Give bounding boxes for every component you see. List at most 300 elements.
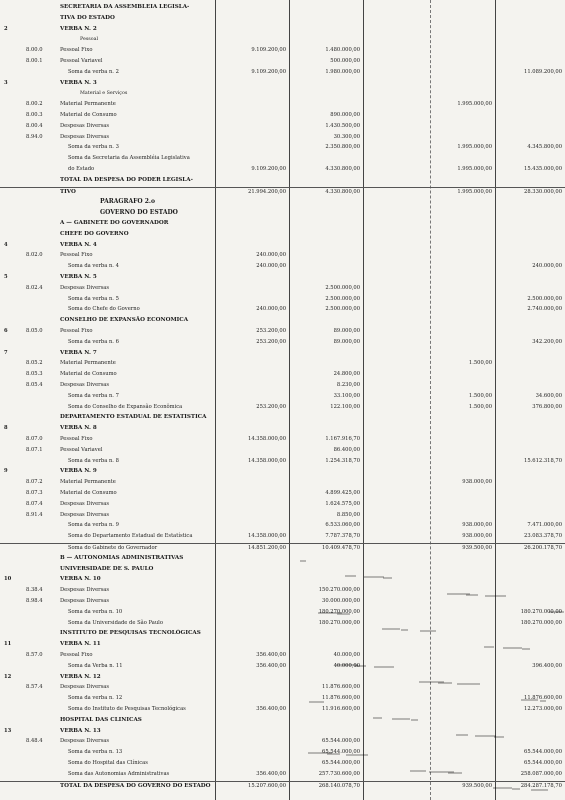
row-label: HOSPITAL DAS CLINICAS: [60, 716, 142, 723]
scan-speckle: [410, 770, 426, 772]
scan-speckle: [429, 771, 454, 773]
table-row: [0, 500, 565, 509]
scan-speckle: [540, 700, 546, 702]
amount-total: 258.087.000,00: [520, 770, 562, 777]
scan-speckle: [345, 575, 356, 577]
row-label: Soma da verba n. 10: [68, 608, 123, 615]
amount-col-2: 40.000,00: [333, 662, 360, 669]
row-label: Pessoal Fixo: [60, 436, 93, 442]
table-row: [0, 467, 565, 476]
row-label: Despesas Diversas: [60, 511, 110, 518]
row-label: Soma da verba n. 12: [68, 695, 123, 702]
amount-total: 11.089.200,00: [524, 68, 562, 75]
table-row: [0, 25, 565, 34]
row-label: VERBA N. 12: [60, 673, 101, 680]
amount-col-2: 89.000,00: [333, 338, 360, 345]
row-label: Despesas Diversas: [60, 738, 110, 745]
amount-col-1: 9.109.200,00: [251, 166, 286, 172]
table-row: [0, 197, 565, 206]
table-row: [0, 413, 565, 422]
table-row: [0, 230, 565, 239]
scan-speckle: [374, 666, 394, 668]
row-label: Soma da verba n. 4: [68, 263, 119, 270]
amount-col-2: 2.500.000,00: [325, 295, 360, 302]
row-label: INSTITUTO DE PESQUISAS TECNOLÓGICAS: [60, 630, 201, 637]
scan-speckle: [346, 754, 368, 756]
row-label: VERBA N. 2: [60, 25, 97, 32]
amount-col-4: 1.500,00: [468, 360, 492, 367]
row-label: VERBA N. 10: [60, 576, 101, 583]
table-row: [0, 165, 565, 174]
row-label: Soma da verba n. 9: [68, 522, 119, 529]
row-label: Soma da Verba n. 11: [68, 662, 123, 669]
row-label: TOTAL DA DESPESA DO GOVERNO DO ESTADO: [60, 782, 211, 789]
amount-col-1: 14.358.000,00: [248, 436, 286, 442]
table-row: [0, 619, 565, 628]
amount-col-1: 9.109.200,00: [251, 68, 286, 75]
scan-speckle: [373, 717, 382, 719]
amount-col-2: 33.100,00: [333, 392, 360, 399]
amount-col-1: 14.358.000,00: [248, 457, 286, 464]
amount-col-4: 939.500,00: [462, 782, 492, 789]
amount-col-1: 356.400,00: [256, 770, 286, 777]
table-row: [0, 575, 565, 584]
amount-col-4: 1.995.000,00: [457, 144, 492, 151]
row-label: Despesas Diversas: [60, 684, 110, 691]
table-row: [0, 532, 565, 541]
table-row: [0, 208, 565, 217]
row-label: UNIVERSIDADE DE S. PAULO: [60, 565, 154, 572]
amount-col-2: 40.000,00: [333, 652, 360, 658]
row-label: PARAGRAFO 2.o: [100, 198, 155, 206]
table-row: [0, 748, 565, 757]
amount-total: 65.544.000,00: [524, 749, 562, 756]
row-label: A — GABINETE DO GOVERNADOR: [60, 220, 169, 226]
amount-col-2: 180.270.000,00: [318, 619, 360, 626]
row-label: Pessoal Fixo: [60, 252, 93, 259]
table-row: [0, 3, 565, 12]
account-code: 8.07.4: [26, 500, 43, 507]
table-row: [0, 143, 565, 152]
table-row: [0, 133, 565, 142]
amount-col-4: 938.000,00: [462, 522, 492, 529]
table-row: [0, 327, 565, 336]
verba-number: 11: [4, 641, 12, 648]
amount-total: 342.200,00: [532, 338, 562, 345]
amount-col-2: 1.167.916,70: [325, 436, 360, 442]
scan-speckle: [475, 735, 496, 737]
table-row: [0, 284, 565, 293]
table-row: [0, 305, 565, 314]
account-code: 8.00.2: [26, 101, 43, 108]
table-row: [0, 521, 565, 530]
amount-col-2: 257.730.600,00: [318, 770, 360, 777]
amount-col-2: 24.800,00: [333, 371, 360, 378]
amount-col-4: 1.500,00: [468, 403, 492, 410]
row-label: Soma do Conselho de Expansão Econômica: [68, 403, 183, 410]
amount-col-1: 240.000,00: [256, 252, 286, 259]
table-row: [0, 597, 565, 606]
verba-number: 13: [4, 727, 12, 734]
row-label: VERBA N. 4: [60, 241, 97, 248]
table-row: [0, 359, 565, 368]
table-row: [0, 187, 565, 197]
table-row: [0, 111, 565, 120]
table-row: [0, 478, 565, 487]
table-row: [0, 100, 565, 109]
row-label: Soma da Universidade de São Paulo: [68, 619, 163, 626]
amount-col-1: 253.200,00: [256, 328, 286, 334]
table-row: [0, 241, 565, 250]
row-label: Soma da Secretaria da Assembléia Legislativa: [68, 155, 190, 162]
table-row: [0, 381, 565, 390]
table-row: [0, 705, 565, 714]
row-label: TIVO: [60, 188, 76, 195]
row-label: Soma da verba n. 8: [68, 457, 119, 464]
amount-col-4: 939.500,00: [462, 545, 492, 551]
scan-speckle: [336, 664, 358, 666]
amount-col-4: 1.995.000,00: [457, 166, 492, 172]
amount-col-2: 86.400,00: [333, 446, 360, 453]
amount-total: 28.330.000,00: [524, 188, 562, 195]
account-code: 8.00.3: [26, 112, 43, 118]
verba-number: 12: [4, 673, 12, 680]
row-label: VERBA N. 7: [60, 349, 97, 356]
row-label: Material Permanente: [60, 360, 116, 367]
amount-total: 240.000,00: [532, 263, 562, 270]
amount-total: 26.200.178,70: [524, 545, 562, 551]
amount-col-2: 11.876.600,00: [322, 684, 360, 691]
table-row: [0, 543, 565, 553]
table-row: [0, 176, 565, 185]
row-label: Material Permanente: [60, 101, 116, 108]
row-label: Soma da verba n. 5: [68, 295, 119, 302]
row-label: Soma das Autonomias Administrativas: [68, 770, 170, 777]
row-label: Soma da verba n. 13: [68, 749, 123, 756]
table-row: [0, 565, 565, 574]
account-code: 8.07.2: [26, 479, 43, 486]
verba-number: 8: [4, 425, 8, 432]
row-label: Pessoal Fixo: [60, 47, 93, 54]
account-code: 8.57.4: [26, 684, 43, 691]
amount-col-4: 938.000,00: [462, 479, 492, 486]
scan-speckle: [493, 787, 512, 789]
amount-col-2: 180.270.000,00: [318, 608, 360, 615]
account-code: 8.07.3: [26, 490, 43, 496]
amount-total: 15.435.000,00: [524, 166, 562, 172]
row-label: Soma do Gabinete do Governador: [68, 545, 158, 551]
table-row: [0, 68, 565, 77]
amount-col-1: 240.000,00: [256, 306, 286, 313]
table-row: [0, 511, 565, 520]
amount-total: 34.600,00: [535, 392, 562, 399]
amount-col-1: 240.000,00: [256, 263, 286, 270]
scan-speckle: [512, 788, 520, 790]
verba-number: 9: [4, 468, 8, 475]
amount-total: 284.287.178,70: [520, 782, 562, 789]
amount-col-2: 7.787.378,70: [325, 533, 360, 540]
amount-col-2: 30.300,00: [333, 133, 360, 140]
amount-col-2: 500.000,00: [330, 58, 360, 64]
amount-col-2: 65.544.000,00: [322, 749, 360, 756]
amount-col-2: 4.899.425,00: [325, 490, 360, 496]
row-label: Soma da verba n. 7: [68, 392, 119, 399]
account-code: 8.02.0: [26, 252, 43, 259]
account-code: 8.98.4: [26, 598, 43, 604]
scan-speckle: [521, 699, 538, 701]
scan-speckle: [457, 683, 480, 685]
table-row: [0, 35, 565, 44]
account-code: 8.07.0: [26, 436, 43, 442]
amount-col-4: 1.995.000,00: [457, 101, 492, 108]
amount-total: 7.471.000,00: [527, 522, 562, 529]
amount-col-2: 890.000,00: [330, 112, 360, 118]
table-row: [0, 662, 565, 671]
row-label: Soma da verba n. 3: [68, 144, 119, 151]
row-label: VERBA N. 8: [60, 425, 97, 432]
row-label: GOVERNO DO ESTADO: [100, 209, 178, 217]
table-row: [0, 122, 565, 131]
table-row: [0, 435, 565, 444]
row-label: VERBA N. 13: [60, 727, 101, 734]
row-label: Pessoal Variavel: [60, 58, 103, 64]
scan-speckle: [401, 629, 408, 631]
row-label: Soma do Hospital das Clínicas: [68, 760, 148, 766]
row-label: Material Permanente: [60, 479, 116, 486]
amount-col-1: 14.358.000,00: [248, 533, 286, 540]
amount-col-1: 21.994.200,00: [248, 188, 286, 195]
scan-speckle: [364, 576, 384, 578]
amount-total: 15.612.318,70: [524, 457, 562, 464]
table-row: [0, 251, 565, 260]
account-code: 8.57.0: [26, 652, 43, 658]
table-row: [0, 629, 565, 638]
amount-col-2: 65.544.000,00: [322, 738, 360, 745]
scan-speckle: [531, 789, 548, 791]
account-code: 8.38.4: [26, 587, 43, 594]
row-label: do Estado: [68, 166, 95, 172]
row-label: Despesas Diversas: [60, 500, 110, 507]
amount-col-2: 10.409.478,70: [322, 545, 360, 551]
account-code: 8.00.4: [26, 122, 43, 129]
row-label: Pessoal Variavel: [60, 446, 103, 453]
amount-col-1: 14.851.200,00: [248, 545, 286, 551]
account-code: 8.00.1: [26, 58, 43, 64]
verba-number: 2: [4, 25, 8, 32]
amount-col-2: 122.100,00: [330, 403, 360, 410]
scan-speckle: [549, 611, 564, 613]
row-label: Despesas Diversas: [60, 133, 110, 140]
table-row: [0, 392, 565, 401]
scan-speckle: [420, 630, 436, 632]
table-row: [0, 79, 565, 88]
amount-col-2: 150.270.000,00: [318, 587, 360, 594]
table-row: [0, 781, 565, 791]
scan-speckle: [382, 628, 400, 630]
verba-number: 3: [4, 79, 8, 86]
verba-number: 10: [4, 576, 12, 583]
table-row: [0, 673, 565, 682]
row-label: Despesas Diversas: [60, 284, 110, 291]
table-row: [0, 219, 565, 228]
table-row: [0, 338, 565, 347]
table-row: [0, 403, 565, 412]
table-row: [0, 737, 565, 746]
amount-col-4: 1.500,00: [468, 392, 492, 399]
table-row: [0, 349, 565, 358]
scan-speckle: [503, 647, 522, 649]
account-code: 8.05.0: [26, 328, 43, 334]
verba-number: 6: [4, 328, 8, 334]
amount-col-2: 1.980.000,00: [325, 68, 360, 75]
row-label: Despesas Diversas: [60, 382, 110, 388]
row-label: Material e Serviços: [80, 91, 128, 97]
scan-speckle: [485, 595, 506, 597]
table-row: [0, 295, 565, 304]
row-label: TOTAL DA DESPESA DO PODER LEGISLA-: [60, 176, 193, 183]
scan-speckle: [300, 560, 306, 562]
account-code: 8.94.0: [26, 133, 43, 140]
amount-col-2: 65.544.000,00: [322, 760, 360, 766]
row-label: Pessoal: [80, 37, 99, 43]
table-row: [0, 316, 565, 325]
row-label: Material de Consumo: [60, 371, 117, 378]
amount-col-2: 1.430.500,00: [325, 122, 360, 129]
amount-col-2: 8.230,00: [336, 382, 360, 388]
row-label: Pessoal Fixo: [60, 652, 93, 658]
amount-col-2: 4.330.800,00: [325, 166, 360, 172]
scan-speckle: [411, 719, 418, 721]
amount-col-2: 2.350.800,00: [325, 144, 360, 151]
table-row: [0, 586, 565, 595]
amount-col-2: 1.480.000,00: [325, 47, 360, 54]
row-label: Despesas Diversas: [60, 587, 110, 594]
amount-col-4: 1.995.000,00: [457, 188, 492, 195]
row-label: Material de Consumo: [60, 112, 117, 118]
row-label: Soma do Departamento Estadual de Estatística: [68, 533, 193, 540]
amount-col-1: 15.207.600,00: [248, 782, 286, 789]
scan-speckle: [383, 577, 392, 579]
amount-col-2: 268.140.078,70: [318, 782, 360, 789]
amount-col-2: 1.624.575,00: [325, 500, 360, 507]
scan-speckle: [522, 648, 530, 650]
table-row: [0, 446, 565, 455]
amount-col-2: 8.850,00: [336, 511, 360, 518]
account-code: 8.05.2: [26, 360, 43, 367]
row-label: Despesas Diversas: [60, 598, 110, 604]
scan-speckle: [392, 718, 410, 720]
amount-total: 376.800,00: [532, 403, 562, 410]
table-row: [0, 489, 565, 498]
amount-col-2: 11.916.600,00: [322, 706, 360, 712]
amount-col-2: 89.000,00: [333, 328, 360, 334]
scan-speckle: [308, 752, 332, 754]
verba-number: 5: [4, 274, 8, 280]
amount-col-1: 253.200,00: [256, 403, 286, 410]
amount-col-2: 11.876.600,00: [322, 695, 360, 702]
amount-col-2: 4.330.800,00: [325, 188, 360, 195]
amount-total: 2.740.000,00: [527, 306, 562, 313]
amount-total: 23.083.378,70: [524, 533, 562, 540]
account-code: 8.05.4: [26, 382, 43, 388]
row-label: Pessoal Fixo: [60, 328, 93, 334]
row-label: VERBA N. 3: [60, 79, 97, 86]
row-label: DEPARTAMENTO ESTADUAL DE ESTATISTICA: [60, 414, 207, 421]
table-row: [0, 89, 565, 98]
table-row: [0, 14, 565, 23]
amount-total: 396.400,00: [532, 662, 562, 669]
table-row: [0, 273, 565, 282]
account-code: 8.02.4: [26, 284, 43, 291]
amount-col-1: 356.400,00: [256, 706, 286, 712]
scan-speckle: [419, 681, 444, 683]
row-label: Material de Consumo: [60, 490, 117, 496]
scan-speckle: [318, 612, 342, 614]
amount-col-1: 9.109.200,00: [251, 47, 286, 54]
row-label: B — AUTONOMIAS ADMINISTRATIVAS: [60, 554, 184, 561]
table-row: [0, 651, 565, 660]
amount-total: 65.544.000,00: [524, 760, 562, 766]
row-label: TIVA DO ESTADO: [60, 14, 115, 21]
row-label: Despesas Diversas: [60, 122, 110, 129]
row-label: Soma da verba n. 2: [68, 68, 119, 75]
table-row: [0, 770, 565, 779]
amount-col-1: 253.200,00: [256, 338, 286, 345]
row-label: VERBA N. 11: [60, 641, 101, 648]
amount-total: 11.876.600,00: [524, 695, 562, 702]
table-row: [0, 57, 565, 66]
amount-total: 2.500.000,00: [527, 295, 562, 302]
amount-col-4: 938.000,00: [462, 533, 492, 540]
row-label: Soma do Instituto de Pesquisas Tecnológicas: [68, 706, 186, 712]
scan-speckle: [456, 734, 468, 736]
scan-speckle: [484, 646, 494, 648]
table-row: [0, 640, 565, 649]
row-label: SECRETARIA DA ASSEMBLEIA LEGISLA-: [60, 4, 190, 10]
amount-total: 180.270.000,00: [520, 619, 562, 626]
amount-total: 180.270.000,00: [520, 608, 562, 615]
amount-col-2: 2.500.000,00: [325, 306, 360, 313]
row-label: VERBA N. 5: [60, 274, 97, 280]
amount-col-1: 356.400,00: [256, 652, 286, 658]
table-row: [0, 424, 565, 433]
scan-speckle: [447, 593, 470, 595]
amount-col-2: 30.000.000,00: [322, 598, 360, 604]
table-row: [0, 262, 565, 271]
table-row: [0, 46, 565, 55]
table-row: [0, 759, 565, 768]
row-label: CONSELHO DE EXPANSÃO ECONOMICA: [60, 317, 189, 324]
table-row: [0, 554, 565, 563]
amount-col-2: 6.533.060,00: [325, 522, 360, 529]
table-row: [0, 716, 565, 725]
table-row: [0, 694, 565, 703]
account-code: 8.07.1: [26, 446, 43, 453]
account-code: 8.05.3: [26, 371, 43, 378]
amount-col-1: 356.400,00: [256, 662, 286, 669]
account-code: 8.91.4: [26, 511, 43, 518]
verba-number: 4: [4, 241, 8, 248]
account-code: 8.48.4: [26, 738, 43, 745]
row-label: CHEFE DO GOVERNO: [60, 230, 129, 237]
row-label: VERBA N. 9: [60, 468, 97, 475]
table-row: [0, 457, 565, 466]
table-row: [0, 370, 565, 379]
row-label: Soma do Chefe do Governo: [68, 306, 140, 313]
amount-col-2: 1.254.318,70: [325, 457, 360, 464]
table-row: [0, 683, 565, 692]
table-row: [0, 154, 565, 163]
